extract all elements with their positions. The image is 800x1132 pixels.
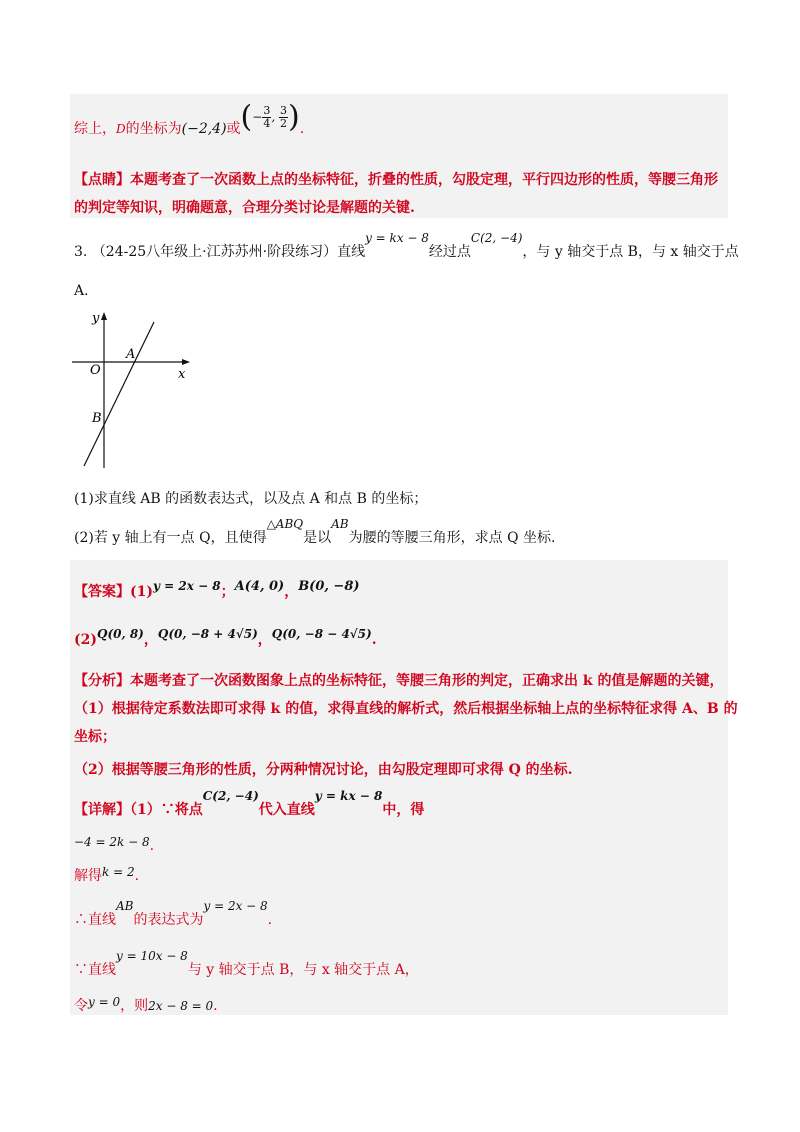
analysis-line-2: （1）根据待定系数法即可求得 k 的值，求得直线的解析式，然后根据坐标轴上点的坐标特征求得 A、B 的 [74,701,738,717]
part-1: (1)求直线 AB 的函数表达式，以及点 A 和点 B 的坐标； [74,491,428,507]
detail-line-2: −4 = 2k − 8. [74,835,155,854]
y-axis-arrow [101,312,107,320]
detail-eq-minus4: −4 = 2k − 8 [74,835,150,849]
answer-point-b: B(0, −8) [298,579,360,594]
triangle-abq: △ABQ [266,517,304,531]
detail-eq-2x-8: y = 2x − 8 [203,899,268,913]
answer-q3: Q(0, −8 − 4√5) [271,627,372,641]
summary-line: 综上，D的坐标为(−2,4)或(− $\frac{3}{4}$ , $\frac{3}{2}$ ). [74,99,305,137]
segment-ab: AB [331,517,349,531]
point-b-label: B [92,411,102,426]
point-d: D [116,122,126,136]
dianjing-line-1: 【点睛】本题考查了一次函数上点的坐标特征，折叠的性质，勾股定理，平行四边形的性质，等腰三角形 [74,172,718,188]
detail-point-c: C(2, −4) [202,789,259,803]
x-axis-arrow [182,359,190,365]
detail-k-value: k = 2 [102,865,135,879]
detail-eq-y0: y = 0 [88,995,121,1009]
answer-q1: Q(0, 8) [97,627,144,641]
analysis-line-4: （2）根据等腰三角形的性质，分两种情况讨论，由勾股定理即可求得 Q 的坐标. [74,762,573,778]
point-c: C(2, −4) [470,231,523,245]
analysis-line-1: 【分析】本题考查了一次函数图象上点的坐标特征，等腰三角形的判定，正确求出 k 的值是解题的关键， [74,673,724,689]
question-3-line-2: A. [74,283,89,299]
question-3-line-1: 3. （24-25八年级上·江苏苏州·阶段练习）直线y = kx − 8经过点C(2, −4)，与 y 轴交于点 B，与 x 轴交于点 [74,231,739,260]
coordinate-figure [70,310,200,470]
detail-line-5: ∵直线y = 10x − 8与 y 轴交于点 B，与 x 轴交于点 A， [74,949,419,978]
analysis-line-3: 坐标； [74,729,116,745]
detail-line-3: 解得k = 2. [74,865,140,884]
detail-line-1: 【详解】（1）∵将点C(2, −4)代入直线y = kx − 8中，得 [74,789,425,818]
coord-fraction: (− $\frac{3}{4}$ , $\frac{3}{2}$ ) [240,99,300,135]
y-axis-label: y [92,311,100,326]
x-axis-label: x [178,367,186,382]
part-2: (2)若 y 轴上有一点 Q，且使得△ABQ是以AB为腰的等腰三角形，求点 Q 坐标. [74,517,556,546]
detail-segment-ab: AB [116,899,134,913]
point-a-label: A [126,347,136,362]
coord-minus2-4: (−2,4) [181,121,227,137]
detail-eq-10x-8: y = 10x − 8 [116,949,188,963]
detail-line-eq: y = kx − 8 [314,789,383,803]
answer-line-1: 【答案】(1)y = 2x − 8；A(4, 0)，B(0, −8) [74,579,360,600]
answer-q2: Q(0, −8 + 4√5) [157,627,258,641]
detail-line-6: 令y = 0，则2x − 8 = 0. [74,995,218,1014]
detail-eq-2x-8-0: 2x − 8 = 0 [148,999,214,1013]
answer-eq: y = 2x − 8 [153,579,221,593]
detail-line-4: ∴直线AB的表达式为y = 2x − 8. [74,899,273,928]
origin-label: O [90,363,101,378]
answer-line-2: (2)Q(0, 8)，Q(0, −8 + 4√5)，Q(0, −8 − 4√5). [74,627,377,648]
line-ab [84,322,154,466]
eq-y-kx-8: y = kx − 8 [365,231,429,245]
dianjing-line-2: 的判定等知识，明确题意，合理分类讨论是解题的关键. [74,200,415,216]
answer-point-a: A(4, 0) [234,579,285,594]
